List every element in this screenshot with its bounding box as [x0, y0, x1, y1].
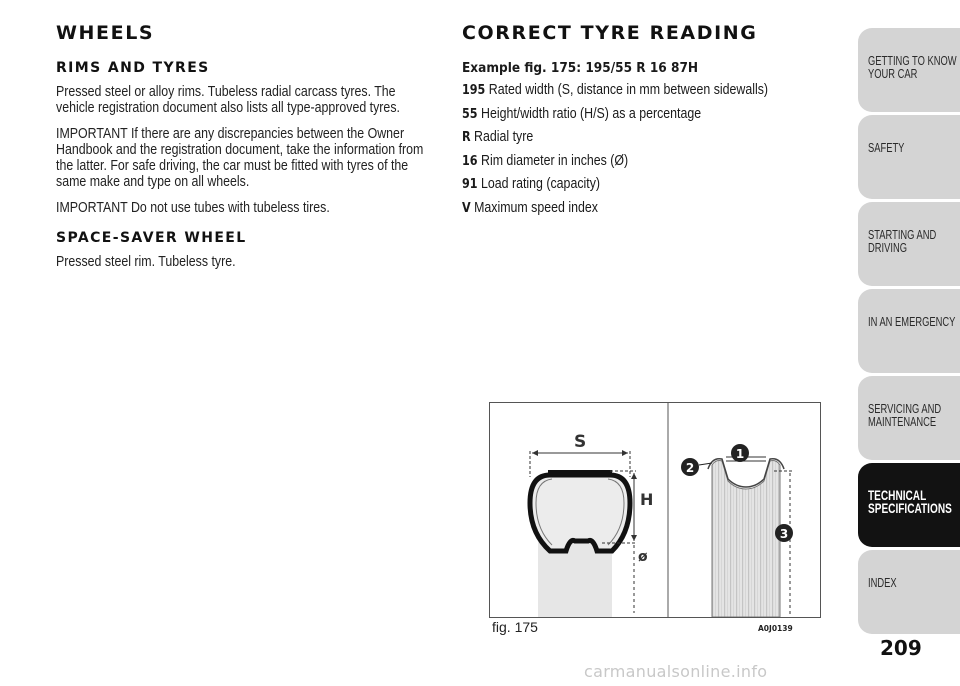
- paragraph-rims: Pressed steel or alloy rims. Tubeless radial carcass tyres. The vehicle registration document also lists all type-approved tyres.: [56, 84, 400, 116]
- tab-label: SERVICING AND MAINTENANCE: [868, 401, 942, 429]
- spec-item: [462, 153, 841, 171]
- spec-item: [462, 82, 841, 100]
- callout-2: [681, 458, 712, 476]
- label-s: S: [574, 432, 587, 452]
- tab-label: SAFETY: [868, 140, 905, 155]
- tab-label: STARTING AND DRIVING: [868, 227, 937, 255]
- subheading-space-saver-wheel: SPACE-SAVER WHEEL: [56, 230, 247, 246]
- section-title-tyre-reading: CORRECT TYRE READING: [462, 22, 758, 44]
- spec-code: 16: [462, 153, 478, 169]
- right-column: [462, 22, 842, 223]
- callout-1-label: 1: [735, 447, 745, 461]
- spec-text: Maximum speed index: [474, 199, 598, 216]
- tab-label: INDEX: [868, 575, 897, 590]
- spec-code: 195: [462, 83, 486, 98]
- left-column: [56, 22, 436, 280]
- spec-item: [462, 106, 841, 124]
- paragraph-important-tubes: IMPORTANT Do not use tubes with tubeless tires.: [56, 200, 330, 216]
- tab-safety[interactable]: [858, 115, 960, 199]
- spec-item: [462, 200, 841, 218]
- tab-technical-specifications[interactable]: [858, 463, 960, 547]
- tab-label: GETTING TO KNOW YOUR CAR: [868, 53, 957, 81]
- spec-text: Load rating (capacity): [481, 176, 601, 192]
- tyre-cross-section: [530, 473, 630, 617]
- figure-code: A0J0139: [758, 624, 793, 633]
- callout-1: [731, 444, 749, 462]
- callout-2-label: 2: [685, 461, 695, 475]
- spec-list: [462, 82, 842, 217]
- tab-label: IN AN EMERGENCY: [868, 314, 956, 329]
- tyre-diagram: [490, 403, 820, 617]
- label-h: H: [640, 490, 654, 509]
- spec-text: Height/width ratio (H/S) as a percentage: [481, 105, 702, 122]
- callout-3-label: 3: [779, 527, 789, 541]
- tab-label: TECHNICAL SPECIFICATIONS: [868, 487, 952, 516]
- spec-text: Rated width (S, distance in mm between sidewalls): [488, 82, 769, 98]
- tab-in-an-emergency[interactable]: [858, 289, 960, 373]
- tab-getting-to-know-your-car[interactable]: [858, 28, 960, 112]
- tab-index[interactable]: [858, 550, 960, 634]
- spec-code: R: [462, 130, 471, 145]
- tab-starting-and-driving[interactable]: [858, 202, 960, 286]
- example-line: Example fig. 175: 195/55 R 16 87H: [462, 60, 699, 76]
- tab-servicing-and-maintenance[interactable]: [858, 376, 960, 460]
- figure-caption: fig. 175: [492, 619, 538, 635]
- subheading-rims-and-tyres: RIMS AND TYRES: [56, 60, 210, 76]
- callout-3: [775, 524, 793, 542]
- spec-code: 91: [462, 177, 478, 192]
- spec-code: 55: [462, 106, 478, 122]
- chapter-tabs: [858, 28, 960, 637]
- section-title-wheels: WHEELS: [56, 22, 155, 44]
- label-diameter: ø: [638, 549, 648, 565]
- paragraph-important-discrepancies: IMPORTANT If there are any discrepancies between the Owner Handbook and the registration document, take the information from the latter. For safe driving, the car must be fitted with tyres of the same make and type on all wheels.: [56, 126, 424, 190]
- spec-text: Rim diameter in inches (Ø): [481, 152, 629, 169]
- spec-item: [462, 129, 841, 147]
- spec-text: Radial tyre: [474, 129, 534, 145]
- spec-code: V: [462, 200, 471, 216]
- spec-item: [462, 176, 841, 194]
- tyre-diagram-figure: [489, 402, 821, 618]
- watermark: carmanualsonline.info: [584, 662, 768, 681]
- page-number: 209: [880, 636, 922, 660]
- paragraph-space-saver: Pressed steel rim. Tubeless tyre.: [56, 254, 236, 270]
